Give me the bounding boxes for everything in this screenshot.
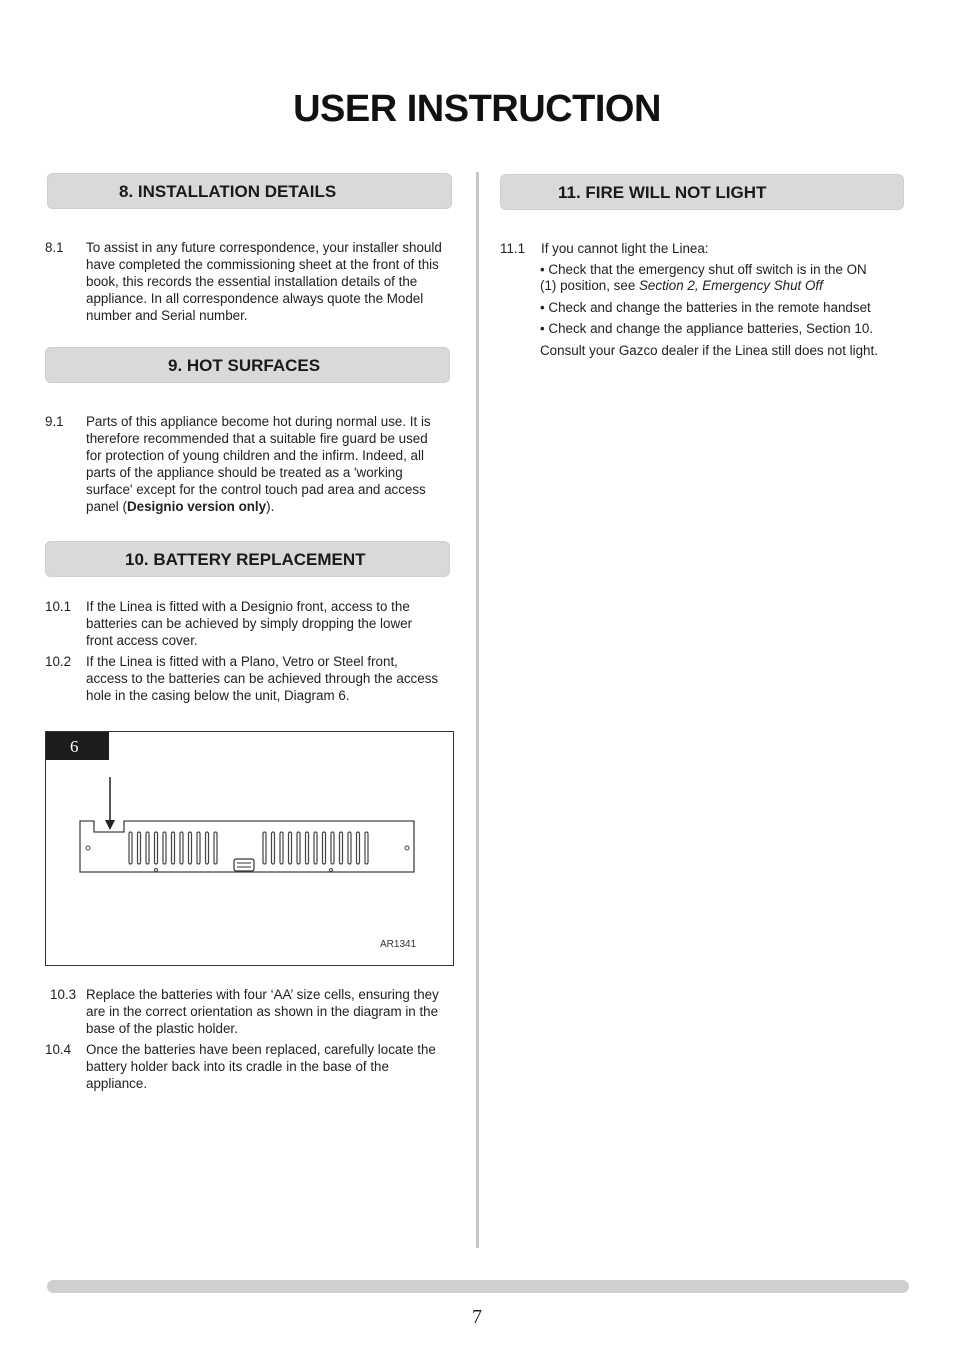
text-line: Replace the batteries with four ‘AA’ size cells, ensuring they	[86, 987, 439, 1002]
section-9-header	[45, 347, 450, 383]
diagram-6	[45, 731, 454, 966]
vent-slot	[323, 832, 326, 864]
vent-slot	[297, 832, 300, 864]
text-line	[86, 498, 431, 515]
paragraph-9-1	[45, 413, 460, 523]
bullet-item-appliance-batteries: • Check and change the appliance batteries, Section 10.	[540, 321, 873, 336]
text-line: parts of the appliance should be treated as a 'working	[86, 465, 403, 480]
diagram-code: AR1341	[380, 939, 417, 950]
battery-holder	[234, 859, 254, 871]
text-line: If the Linea is fitted with a Designio front, access to the	[86, 599, 410, 614]
diagram-number: 6	[46, 732, 109, 760]
text-line: front access cover.	[86, 633, 198, 648]
vent-slot	[180, 832, 183, 864]
text-line: for protection of young children and the infirm. Indeed, all	[86, 448, 424, 463]
vent-slot	[214, 832, 217, 864]
vent-slot	[263, 832, 266, 864]
vent-slot	[289, 832, 292, 864]
vent-slot	[365, 832, 368, 864]
arrow-head	[105, 820, 115, 830]
text-line: appliance. In all correspondence always quote the Model	[86, 291, 424, 306]
vent-slot	[146, 832, 149, 864]
vent-slot	[314, 832, 317, 864]
vent-slot	[189, 832, 192, 864]
page-number: 7	[472, 1306, 482, 1328]
text-line: have completed the commissioning sheet at the front of this	[86, 257, 439, 272]
screw-hole-left	[86, 846, 90, 850]
vent-slot	[272, 832, 275, 864]
battery-access-illustration	[46, 732, 451, 963]
text-line: To assist in any future correspondence, your installer should	[86, 240, 442, 255]
paragraph-number: 11.1	[500, 241, 526, 256]
vent-slot	[340, 832, 343, 864]
paragraph-number: 9.1	[45, 414, 64, 429]
vent-slot	[357, 832, 360, 864]
text-line: base of the plastic holder.	[86, 1021, 238, 1036]
text-line: surface' except for the control touch pad area and access	[86, 482, 426, 497]
section-8-header	[47, 173, 452, 209]
vent-slot	[331, 832, 334, 864]
section-11-title: 11. FIRE WILL NOT LIGHT	[558, 183, 767, 202]
text-span: ).	[266, 499, 275, 514]
column-divider	[476, 172, 479, 1248]
text-line: Parts of this appliance become hot during normal use. It is	[86, 414, 431, 429]
vent-slot	[348, 832, 351, 864]
section-10-header	[45, 541, 450, 577]
vent-slot	[280, 832, 283, 864]
text-span: panel (	[86, 499, 127, 514]
vent-slot	[163, 832, 166, 864]
text-line	[540, 278, 900, 294]
paragraph-number: 10.3	[50, 987, 77, 1002]
text-line: book, this records the essential installation details of the	[86, 274, 418, 289]
text-line: battery holder back into its cradle in the base of the	[86, 1059, 389, 1074]
text-line: are in the correct orientation as shown in the diagram in the	[86, 1004, 439, 1019]
paragraph-8-1	[45, 239, 460, 329]
section-8-title: 8. INSTALLATION DETAILS	[119, 182, 337, 201]
section-10-title: 10. BATTERY REPLACEMENT	[125, 550, 366, 569]
consult-dealer-note: Consult your Gazco dealer if the Linea still does not light.	[540, 343, 878, 358]
text-line: Once the batteries have been replaced, carefully locate the	[86, 1042, 436, 1057]
paragraph-10-4	[45, 1041, 460, 1095]
screw-hole-bottom-left	[155, 869, 158, 872]
screw-hole-bottom-right	[330, 869, 333, 872]
designio-emphasis: Designio version only	[126, 499, 267, 514]
vent-slot	[172, 832, 175, 864]
text-line: hole in the casing below the unit, Diagram 6.	[86, 688, 350, 703]
paragraph-10-3	[45, 986, 460, 1040]
paragraph-11-1	[500, 240, 900, 258]
paragraph-10-2	[45, 653, 460, 707]
vent-slot	[138, 832, 141, 864]
text-line: If the Linea is fitted with a Plano, Vetro or Steel front,	[86, 654, 398, 669]
text-line: access to the batteries can be achieved through the access	[86, 671, 439, 686]
section-9-title: 9. HOT SURFACES	[168, 356, 321, 375]
bullet-item-emergency-switch	[540, 262, 900, 294]
bullet-item-remote-batteries: • Check and change the batteries in the remote handset	[540, 300, 871, 315]
vent-slot	[206, 832, 209, 864]
vent-slot	[306, 832, 309, 864]
section-reference: Section 2, Emergency Shut Off	[639, 278, 823, 293]
screw-hole-right	[405, 846, 409, 850]
page-title: USER INSTRUCTION	[293, 88, 661, 130]
paragraph-number: 8.1	[45, 240, 64, 255]
text-span: (1) position, see	[540, 278, 639, 293]
paragraph-number: 10.1	[45, 599, 72, 614]
paragraph-number: 10.2	[45, 654, 72, 669]
paragraph-10-1	[45, 598, 460, 652]
paragraph-number: 10.4	[45, 1042, 72, 1057]
text-line: • Check that the emergency shut off switch is in the ON	[540, 262, 867, 277]
footer-bar	[47, 1280, 909, 1293]
section-11-header	[500, 174, 904, 210]
text-line: batteries can be achieved by simply dropping the lower	[86, 616, 413, 631]
vent-slot	[197, 832, 200, 864]
text-line: number and Serial number.	[86, 308, 248, 323]
vent-slot	[129, 832, 132, 864]
vent-slot	[155, 832, 158, 864]
text-line: therefore recommended that a suitable fire guard be used	[86, 431, 428, 446]
text-line: If you cannot light the Linea:	[541, 241, 709, 256]
text-line: appliance.	[86, 1076, 148, 1091]
